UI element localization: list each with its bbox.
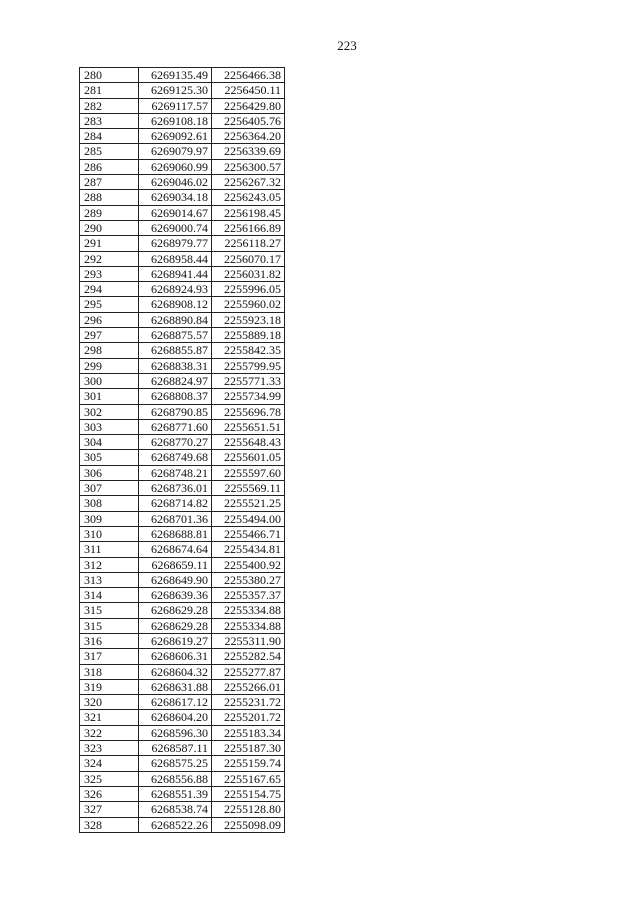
x-coordinate-cell: 6268522.26 — [139, 817, 212, 832]
table-row — [80, 572, 285, 587]
y-coordinate-cell: 2255277.87 — [212, 664, 285, 679]
x-coordinate-cell: 6268619.27 — [139, 633, 212, 648]
x-coordinate-cell: 6268941.44 — [139, 266, 212, 281]
y-coordinate-cell: 2255167.65 — [212, 771, 285, 786]
point-number-cell: 289 — [80, 205, 139, 220]
y-coordinate-cell: 2255400.92 — [212, 557, 285, 572]
table-row — [80, 159, 285, 174]
table-row — [80, 679, 285, 694]
table-row — [80, 771, 285, 786]
x-coordinate-cell: 6268587.11 — [139, 741, 212, 756]
point-number-cell: 295 — [80, 297, 139, 312]
table-row — [80, 251, 285, 266]
y-coordinate-cell: 2255187.30 — [212, 741, 285, 756]
x-coordinate-cell: 6269000.74 — [139, 220, 212, 235]
point-number-cell: 321 — [80, 710, 139, 725]
table-row — [80, 633, 285, 648]
point-number-cell: 281 — [80, 83, 139, 98]
table-row — [80, 817, 285, 832]
table-row — [80, 98, 285, 113]
x-coordinate-cell: 6268674.64 — [139, 542, 212, 557]
y-coordinate-cell: 2255334.88 — [212, 603, 285, 618]
y-coordinate-cell: 2256450.11 — [212, 83, 285, 98]
point-number-cell: 309 — [80, 511, 139, 526]
x-coordinate-cell: 6269108.18 — [139, 113, 212, 128]
y-coordinate-cell: 2255380.27 — [212, 572, 285, 587]
x-coordinate-cell: 6268604.20 — [139, 710, 212, 725]
point-number-cell: 310 — [80, 526, 139, 541]
point-number-cell: 318 — [80, 664, 139, 679]
point-number-cell: 300 — [80, 373, 139, 388]
point-number-cell: 296 — [80, 312, 139, 327]
y-coordinate-cell: 2256339.69 — [212, 144, 285, 159]
y-coordinate-cell: 2255569.11 — [212, 481, 285, 496]
point-number-cell: 283 — [80, 113, 139, 128]
table-row — [80, 83, 285, 98]
point-number-cell: 322 — [80, 725, 139, 740]
table-row — [80, 481, 285, 496]
point-number-cell: 280 — [80, 68, 139, 83]
point-number-cell: 297 — [80, 328, 139, 343]
x-coordinate-cell: 6268556.88 — [139, 771, 212, 786]
x-coordinate-cell: 6268714.82 — [139, 496, 212, 511]
table-row — [80, 603, 285, 618]
y-coordinate-cell: 2255734.99 — [212, 389, 285, 404]
y-coordinate-cell: 2256031.82 — [212, 266, 285, 281]
point-number-cell: 327 — [80, 802, 139, 817]
x-coordinate-cell: 6268838.31 — [139, 358, 212, 373]
point-number-cell: 313 — [80, 572, 139, 587]
table-row — [80, 373, 285, 388]
table-row — [80, 236, 285, 251]
table-row — [80, 649, 285, 664]
x-coordinate-cell: 6268629.28 — [139, 603, 212, 618]
y-coordinate-cell: 2255231.72 — [212, 695, 285, 710]
table-row — [80, 802, 285, 817]
x-coordinate-cell: 6268748.21 — [139, 465, 212, 480]
point-number-cell: 292 — [80, 251, 139, 266]
table-row — [80, 205, 285, 220]
x-coordinate-cell: 6269034.18 — [139, 190, 212, 205]
point-number-cell: 324 — [80, 756, 139, 771]
table-row — [80, 282, 285, 297]
y-coordinate-cell: 2255183.34 — [212, 725, 285, 740]
y-coordinate-cell: 2255996.05 — [212, 282, 285, 297]
y-coordinate-cell: 2255098.09 — [212, 817, 285, 832]
table-row — [80, 419, 285, 434]
point-number-cell: 285 — [80, 144, 139, 159]
point-number-cell: 319 — [80, 679, 139, 694]
y-coordinate-cell: 2256364.20 — [212, 129, 285, 144]
table-row — [80, 618, 285, 633]
x-coordinate-cell: 6269046.02 — [139, 175, 212, 190]
table-row — [80, 450, 285, 465]
table-row — [80, 190, 285, 205]
x-coordinate-cell: 6269092.61 — [139, 129, 212, 144]
y-coordinate-cell: 2255597.60 — [212, 465, 285, 480]
point-number-cell: 326 — [80, 786, 139, 801]
y-coordinate-cell: 2255842.35 — [212, 343, 285, 358]
x-coordinate-cell: 6268575.25 — [139, 756, 212, 771]
point-number-cell: 315 — [80, 618, 139, 633]
table-row — [80, 389, 285, 404]
coordinates-table-body — [80, 68, 285, 833]
x-coordinate-cell: 6268736.01 — [139, 481, 212, 496]
y-coordinate-cell: 2255434.81 — [212, 542, 285, 557]
y-coordinate-cell: 2255357.37 — [212, 588, 285, 603]
table-row — [80, 266, 285, 281]
point-number-cell: 315 — [80, 603, 139, 618]
table-row — [80, 557, 285, 572]
y-coordinate-cell: 2255521.25 — [212, 496, 285, 511]
table-row — [80, 756, 285, 771]
y-coordinate-cell: 2255466.71 — [212, 526, 285, 541]
x-coordinate-cell: 6269079.97 — [139, 144, 212, 159]
point-number-cell: 314 — [80, 588, 139, 603]
table-row — [80, 786, 285, 801]
table-row — [80, 695, 285, 710]
x-coordinate-cell: 6268551.39 — [139, 786, 212, 801]
table-row — [80, 144, 285, 159]
y-coordinate-cell: 2255334.88 — [212, 618, 285, 633]
table-row — [80, 741, 285, 756]
table-row — [80, 220, 285, 235]
x-coordinate-cell: 6268771.60 — [139, 419, 212, 434]
x-coordinate-cell: 6268659.11 — [139, 557, 212, 572]
x-coordinate-cell: 6269117.57 — [139, 98, 212, 113]
point-number-cell: 328 — [80, 817, 139, 832]
x-coordinate-cell: 6269135.49 — [139, 68, 212, 83]
x-coordinate-cell: 6268808.37 — [139, 389, 212, 404]
y-coordinate-cell: 2255494.00 — [212, 511, 285, 526]
x-coordinate-cell: 6268596.30 — [139, 725, 212, 740]
x-coordinate-cell: 6269125.30 — [139, 83, 212, 98]
point-number-cell: 298 — [80, 343, 139, 358]
x-coordinate-cell: 6268701.36 — [139, 511, 212, 526]
y-coordinate-cell: 2255159.74 — [212, 756, 285, 771]
table-row — [80, 343, 285, 358]
x-coordinate-cell: 6268538.74 — [139, 802, 212, 817]
x-coordinate-cell: 6268649.90 — [139, 572, 212, 587]
point-number-cell: 286 — [80, 159, 139, 174]
x-coordinate-cell: 6268890.84 — [139, 312, 212, 327]
table-row — [80, 435, 285, 450]
x-coordinate-cell: 6268629.28 — [139, 618, 212, 633]
point-number-cell: 282 — [80, 98, 139, 113]
table-row — [80, 129, 285, 144]
x-coordinate-cell: 6268617.12 — [139, 695, 212, 710]
y-coordinate-cell: 2255960.02 — [212, 297, 285, 312]
point-number-cell: 304 — [80, 435, 139, 450]
point-number-cell: 290 — [80, 220, 139, 235]
y-coordinate-cell: 2256243.05 — [212, 190, 285, 205]
y-coordinate-cell: 2255696.78 — [212, 404, 285, 419]
x-coordinate-cell: 6268875.57 — [139, 328, 212, 343]
x-coordinate-cell: 6268855.87 — [139, 343, 212, 358]
table-row — [80, 113, 285, 128]
table-row — [80, 465, 285, 480]
y-coordinate-cell: 2255651.51 — [212, 419, 285, 434]
x-coordinate-cell: 6268824.97 — [139, 373, 212, 388]
table-row — [80, 710, 285, 725]
point-number-cell: 294 — [80, 282, 139, 297]
x-coordinate-cell: 6268688.81 — [139, 526, 212, 541]
point-number-cell: 325 — [80, 771, 139, 786]
table-row — [80, 297, 285, 312]
y-coordinate-cell: 2255282.54 — [212, 649, 285, 664]
point-number-cell: 291 — [80, 236, 139, 251]
point-number-cell: 287 — [80, 175, 139, 190]
y-coordinate-cell: 2256166.89 — [212, 220, 285, 235]
y-coordinate-cell: 2256300.57 — [212, 159, 285, 174]
x-coordinate-cell: 6269014.67 — [139, 205, 212, 220]
table-row — [80, 725, 285, 740]
y-coordinate-cell: 2255648.43 — [212, 435, 285, 450]
x-coordinate-cell: 6268606.31 — [139, 649, 212, 664]
y-coordinate-cell: 2255799.95 — [212, 358, 285, 373]
point-number-cell: 301 — [80, 389, 139, 404]
x-coordinate-cell: 6268631.88 — [139, 679, 212, 694]
point-number-cell: 284 — [80, 129, 139, 144]
point-number-cell: 316 — [80, 633, 139, 648]
table-row — [80, 511, 285, 526]
point-number-cell: 320 — [80, 695, 139, 710]
point-number-cell: 323 — [80, 741, 139, 756]
y-coordinate-cell: 2255266.01 — [212, 679, 285, 694]
table-row — [80, 496, 285, 511]
point-number-cell: 317 — [80, 649, 139, 664]
table-row — [80, 664, 285, 679]
table-row — [80, 68, 285, 83]
table-row — [80, 588, 285, 603]
y-coordinate-cell: 2256466.38 — [212, 68, 285, 83]
point-number-cell: 308 — [80, 496, 139, 511]
table-row — [80, 542, 285, 557]
y-coordinate-cell: 2256405.76 — [212, 113, 285, 128]
y-coordinate-cell: 2255923.18 — [212, 312, 285, 327]
x-coordinate-cell: 6268604.32 — [139, 664, 212, 679]
x-coordinate-cell: 6268958.44 — [139, 251, 212, 266]
coordinates-table — [79, 67, 285, 833]
table-row — [80, 404, 285, 419]
table-row — [80, 358, 285, 373]
point-number-cell: 303 — [80, 419, 139, 434]
table-row — [80, 328, 285, 343]
point-number-cell: 312 — [80, 557, 139, 572]
y-coordinate-cell: 2255201.72 — [212, 710, 285, 725]
y-coordinate-cell: 2256267.32 — [212, 175, 285, 190]
y-coordinate-cell: 2255154.75 — [212, 786, 285, 801]
x-coordinate-cell: 6268770.27 — [139, 435, 212, 450]
point-number-cell: 288 — [80, 190, 139, 205]
y-coordinate-cell: 2255311.90 — [212, 633, 285, 648]
y-coordinate-cell: 2256118.27 — [212, 236, 285, 251]
y-coordinate-cell: 2255601.05 — [212, 450, 285, 465]
y-coordinate-cell: 2255128.80 — [212, 802, 285, 817]
point-number-cell: 302 — [80, 404, 139, 419]
table-row — [80, 312, 285, 327]
x-coordinate-cell: 6268790.85 — [139, 404, 212, 419]
point-number-cell: 299 — [80, 358, 139, 373]
x-coordinate-cell: 6268749.68 — [139, 450, 212, 465]
y-coordinate-cell: 2256198.45 — [212, 205, 285, 220]
x-coordinate-cell: 6269060.99 — [139, 159, 212, 174]
x-coordinate-cell: 6268979.77 — [139, 236, 212, 251]
x-coordinate-cell: 6268639.36 — [139, 588, 212, 603]
point-number-cell: 307 — [80, 481, 139, 496]
y-coordinate-cell: 2255771.33 — [212, 373, 285, 388]
point-number-cell: 306 — [80, 465, 139, 480]
x-coordinate-cell: 6268924.93 — [139, 282, 212, 297]
y-coordinate-cell: 2255889.18 — [212, 328, 285, 343]
page-number: 223 — [337, 38, 357, 53]
table-row — [80, 526, 285, 541]
point-number-cell: 305 — [80, 450, 139, 465]
point-number-cell: 311 — [80, 542, 139, 557]
table-row — [80, 175, 285, 190]
y-coordinate-cell: 2256429.80 — [212, 98, 285, 113]
x-coordinate-cell: 6268908.12 — [139, 297, 212, 312]
point-number-cell: 293 — [80, 266, 139, 281]
y-coordinate-cell: 2256070.17 — [212, 251, 285, 266]
